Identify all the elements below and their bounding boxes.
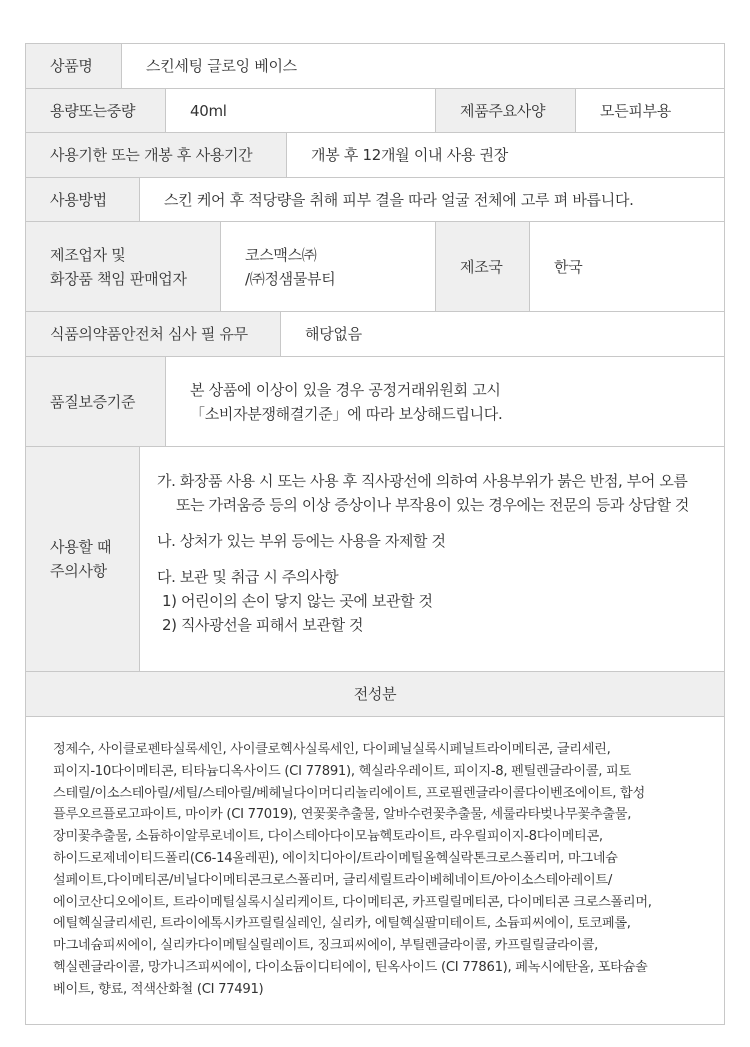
quality-label-text: 품질보증기준 bbox=[50, 392, 136, 411]
mfds-review-label bbox=[26, 312, 281, 356]
capacity-label bbox=[26, 89, 166, 132]
main-spec-value bbox=[576, 89, 724, 132]
quality-value-line-1: 본 상품에 이상이 있을 경우 공정거래위원회 고시 bbox=[190, 380, 501, 399]
product-name-label-text: 상품명 bbox=[50, 57, 93, 75]
manufacturer-value bbox=[221, 222, 435, 311]
row-manufacturer bbox=[26, 222, 724, 312]
caution-item-a-line-1: 가. 화장품 사용 시 또는 사용 후 직사광선에 의하여 사용부위가 붉은 반점, 부어 오름 bbox=[157, 472, 688, 490]
caution-label-line-2: 주의사항 bbox=[50, 562, 107, 580]
usage-value bbox=[140, 178, 724, 221]
row-product-name bbox=[26, 44, 724, 89]
mfds-review-label-text: 식품의약품안전처 심사 필 유무 bbox=[50, 325, 248, 343]
row-ingredients-header bbox=[26, 672, 724, 717]
ingredients-header bbox=[26, 672, 724, 716]
country-label-text: 제조국 bbox=[460, 257, 503, 276]
capacity-value bbox=[166, 89, 435, 132]
manufacturer-label bbox=[26, 222, 221, 311]
expiry-label-text: 사용기한 또는 개봉 후 사용기간 bbox=[50, 146, 253, 164]
row-capacity bbox=[26, 89, 724, 133]
ingredients-line: 에틸헥실글리세린, 트라이에톡시카프릴릴실레인, 실리카, 에틸헥실팔미테이트, 소듐피씨에이, 토코페롤, bbox=[53, 916, 631, 932]
expiry-value-text: 개봉 후 12개월 이내 사용 권장 bbox=[311, 146, 508, 164]
capacity-value-text: 40ml bbox=[190, 101, 227, 120]
capacity-label-text: 용량또는중량 bbox=[50, 101, 136, 120]
manufacturer-label-line-2: 화장품 책임 판매업자 bbox=[50, 269, 187, 288]
ingredients-line: 장미꽃추출물, 소듐하이알루로네이트, 다이스테아다이모늄헥토라이트, 라우릴피이지-8다이메티콘, bbox=[53, 829, 603, 845]
country-value-text: 한국 bbox=[554, 257, 583, 276]
ingredients-list bbox=[26, 717, 724, 1001]
caution-label-line-1: 사용할 때 bbox=[50, 538, 112, 556]
caution-item-c-sub-1: 1) 어린이의 손이 닿지 않는 곳에 보관할 것 bbox=[162, 592, 433, 610]
ingredients-line: 하이드로제네이티드폴리(C6-14올레핀), 에이치디아이/트라이메틸올헥실락톤크로스폴리머, 마그네슘 bbox=[53, 850, 618, 866]
ingredients-line: 플루오르플로고파이트, 마이카 (CI 77019), 연꽃꽃추출물, 알바수련꽃추출물, 세룰라타벚나무꽃추출물, bbox=[53, 807, 632, 823]
caution-item-c-title: 다. 보관 및 취급 시 주의사항 bbox=[157, 568, 339, 586]
product-info-table bbox=[25, 43, 725, 1025]
quality-label bbox=[26, 357, 166, 446]
product-name-value-text: 스킨세팅 글로잉 베이스 bbox=[146, 57, 297, 75]
caution-content bbox=[140, 447, 724, 671]
ingredients-line: 스테릴/이소스테아릴/세틸/스테아릴/베헤닐다이머디리놀리에이트, 프로필렌글라이콜다이벤조에이트, 합성 bbox=[53, 785, 645, 801]
caution-item-c-sub-2: 2) 직사광선을 피해서 보관할 것 bbox=[162, 616, 364, 634]
row-caution bbox=[26, 447, 724, 672]
main-spec-label-text: 제품주요사양 bbox=[460, 101, 546, 120]
ingredients-line: 마그네슘피씨에이, 실리카다이메틸실릴레이트, 징크피씨에이, 부틸렌글라이콜, 카프릴릴글라이콜, bbox=[53, 938, 599, 954]
country-value bbox=[530, 222, 724, 311]
mfds-review-value-text: 해당없음 bbox=[305, 325, 362, 343]
row-quality bbox=[26, 357, 724, 447]
row-expiry bbox=[26, 133, 724, 178]
ingredients-line: 베이트, 향료, 적색산화철 (CI 77491) bbox=[53, 981, 264, 997]
country-label bbox=[435, 222, 530, 311]
product-name-label bbox=[26, 44, 122, 88]
mfds-review-value bbox=[281, 312, 724, 356]
row-usage bbox=[26, 178, 724, 222]
caution-item-b: 나. 상처가 있는 부위 등에는 사용을 자제할 것 bbox=[157, 532, 446, 550]
manufacturer-value-line-1: 코스맥스㈜ bbox=[245, 245, 317, 264]
usage-label bbox=[26, 178, 140, 221]
caution-item-a bbox=[157, 469, 724, 517]
quality-value-line-2: 「소비자분쟁해결기준」에 따라 보상해드립니다. bbox=[190, 404, 503, 423]
expiry-label bbox=[26, 133, 287, 177]
caution-item-a-line-2: 또는 가려움증 등의 이상 증상이나 부작용이 있는 경우에는 전문의 등과 상담할 것 bbox=[176, 496, 690, 514]
ingredients-header-text: 전성분 bbox=[353, 685, 397, 703]
expiry-value bbox=[287, 133, 724, 177]
ingredients-line: 피이지-10다이메티콘, 티타늄디옥사이드 (CI 77891), 헥실라우레이트, 피이지-8, 펜틸렌글라이콜, 피토 bbox=[53, 763, 631, 779]
ingredients-line: 정제수, 사이클로펜타실록세인, 사이클로헥사실록세인, 다이페닐실록시페닐트라이메티콘, 글리세린, bbox=[53, 742, 611, 757]
usage-value-text: 스킨 케어 후 적당량을 취해 피부 결을 따라 얼굴 전체에 고루 펴 바릅니다. bbox=[164, 190, 634, 209]
ingredients-line: 에이코산디오에이트, 트라이메틸실록시실리케이트, 다이메티콘, 카프릴릴메티콘, 다이메티콘 크로스폴리머, bbox=[53, 894, 652, 910]
product-name-value bbox=[122, 44, 724, 88]
quality-value bbox=[166, 357, 724, 446]
main-spec-label bbox=[435, 89, 576, 132]
usage-label-text: 사용방법 bbox=[50, 190, 107, 209]
caution-label bbox=[26, 447, 140, 671]
main-spec-value-text: 모든피부용 bbox=[600, 101, 671, 120]
caution-item-c bbox=[157, 565, 724, 637]
manufacturer-value-line-2: /㈜정샘물뷰티 bbox=[245, 269, 336, 288]
row-mfds-review bbox=[26, 312, 724, 357]
ingredients-line: 설페이트,다이메티콘/비닐다이메티콘크로스폴리머, 글리세릴트라이베헤네이트/아이소스테아레이트/ bbox=[53, 872, 612, 888]
ingredients-line: 헥실렌글라이콜, 망가니즈피씨에이, 다이소듐이디티에이, 틴옥사이드 (CI 77861), 페녹시에탄올, 포타슘솔 bbox=[53, 959, 648, 975]
manufacturer-label-line-1: 제조업자 및 bbox=[50, 245, 126, 264]
row-ingredients-list bbox=[26, 717, 724, 1024]
